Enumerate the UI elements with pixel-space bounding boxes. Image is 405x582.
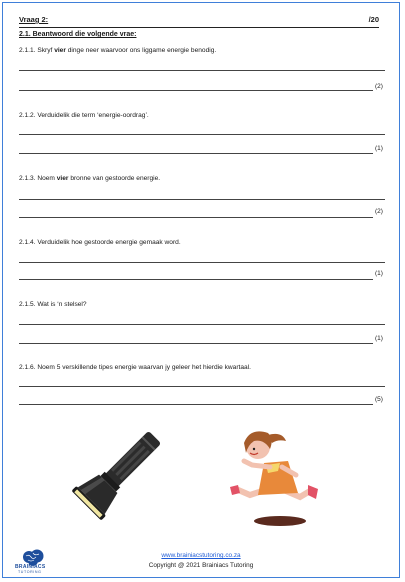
mark-allocation: (5) (375, 396, 383, 403)
question-header (19, 15, 379, 28)
mark-allocation: (1) (375, 270, 383, 277)
section-title: 2.1. Beantwoord die volgende vrae: (19, 31, 137, 38)
website-link[interactable]: www.brainiacstutoring.co.za (161, 552, 241, 559)
answer-line[interactable] (19, 386, 385, 387)
question-2-1-3: 2.1.3. Noem vier bronne van gestoorde energie. (19, 175, 161, 182)
answer-line[interactable] (19, 262, 385, 263)
answer-line[interactable] (19, 199, 385, 200)
answer-line[interactable] (19, 404, 373, 405)
answer-line[interactable] (19, 153, 373, 154)
question-2-1-1: 2.1.1. Skryf vier dinge neer waarvoor ons liggame energie benodig. (19, 47, 217, 54)
question-2-1-6: 2.1.6. Noem 5 verskillende tipes energie waarvan jy geleer het hierdie kwartaal. (19, 364, 252, 371)
logo-text: BRAINIACS (15, 564, 46, 570)
answer-line[interactable] (19, 70, 385, 71)
running-girl-illustration (220, 423, 330, 531)
mark-allocation: (1) (375, 145, 383, 152)
answer-line[interactable] (19, 279, 373, 280)
logo-subtext: TUTORING (18, 570, 42, 574)
answer-line[interactable] (19, 217, 373, 218)
mark-allocation: (2) (375, 83, 383, 90)
answer-line[interactable] (19, 324, 385, 325)
answer-line[interactable] (19, 90, 373, 91)
question-2-1-5: 2.1.5. Wat is ‘n stelsel? (19, 301, 87, 308)
answer-line[interactable] (19, 134, 385, 135)
worksheet-page (2, 2, 400, 578)
question-2-1-4: 2.1.4. Verduidelik hoe gestoorde energie gemaak word. (19, 239, 181, 246)
question-number: Vraag 2: (19, 15, 49, 24)
copyright-text: Copyright @ 2021 Brainiacs Tutoring (148, 562, 254, 569)
answer-line[interactable] (19, 343, 373, 344)
question-2-1-2: 2.1.2. Verduidelik die term ‘energie-oordrag’. (19, 112, 149, 119)
flashlight-illustration (65, 425, 167, 527)
mark-allocation: (1) (375, 335, 383, 342)
mark-allocation: (2) (375, 208, 383, 215)
question-total: /20 (368, 15, 379, 24)
